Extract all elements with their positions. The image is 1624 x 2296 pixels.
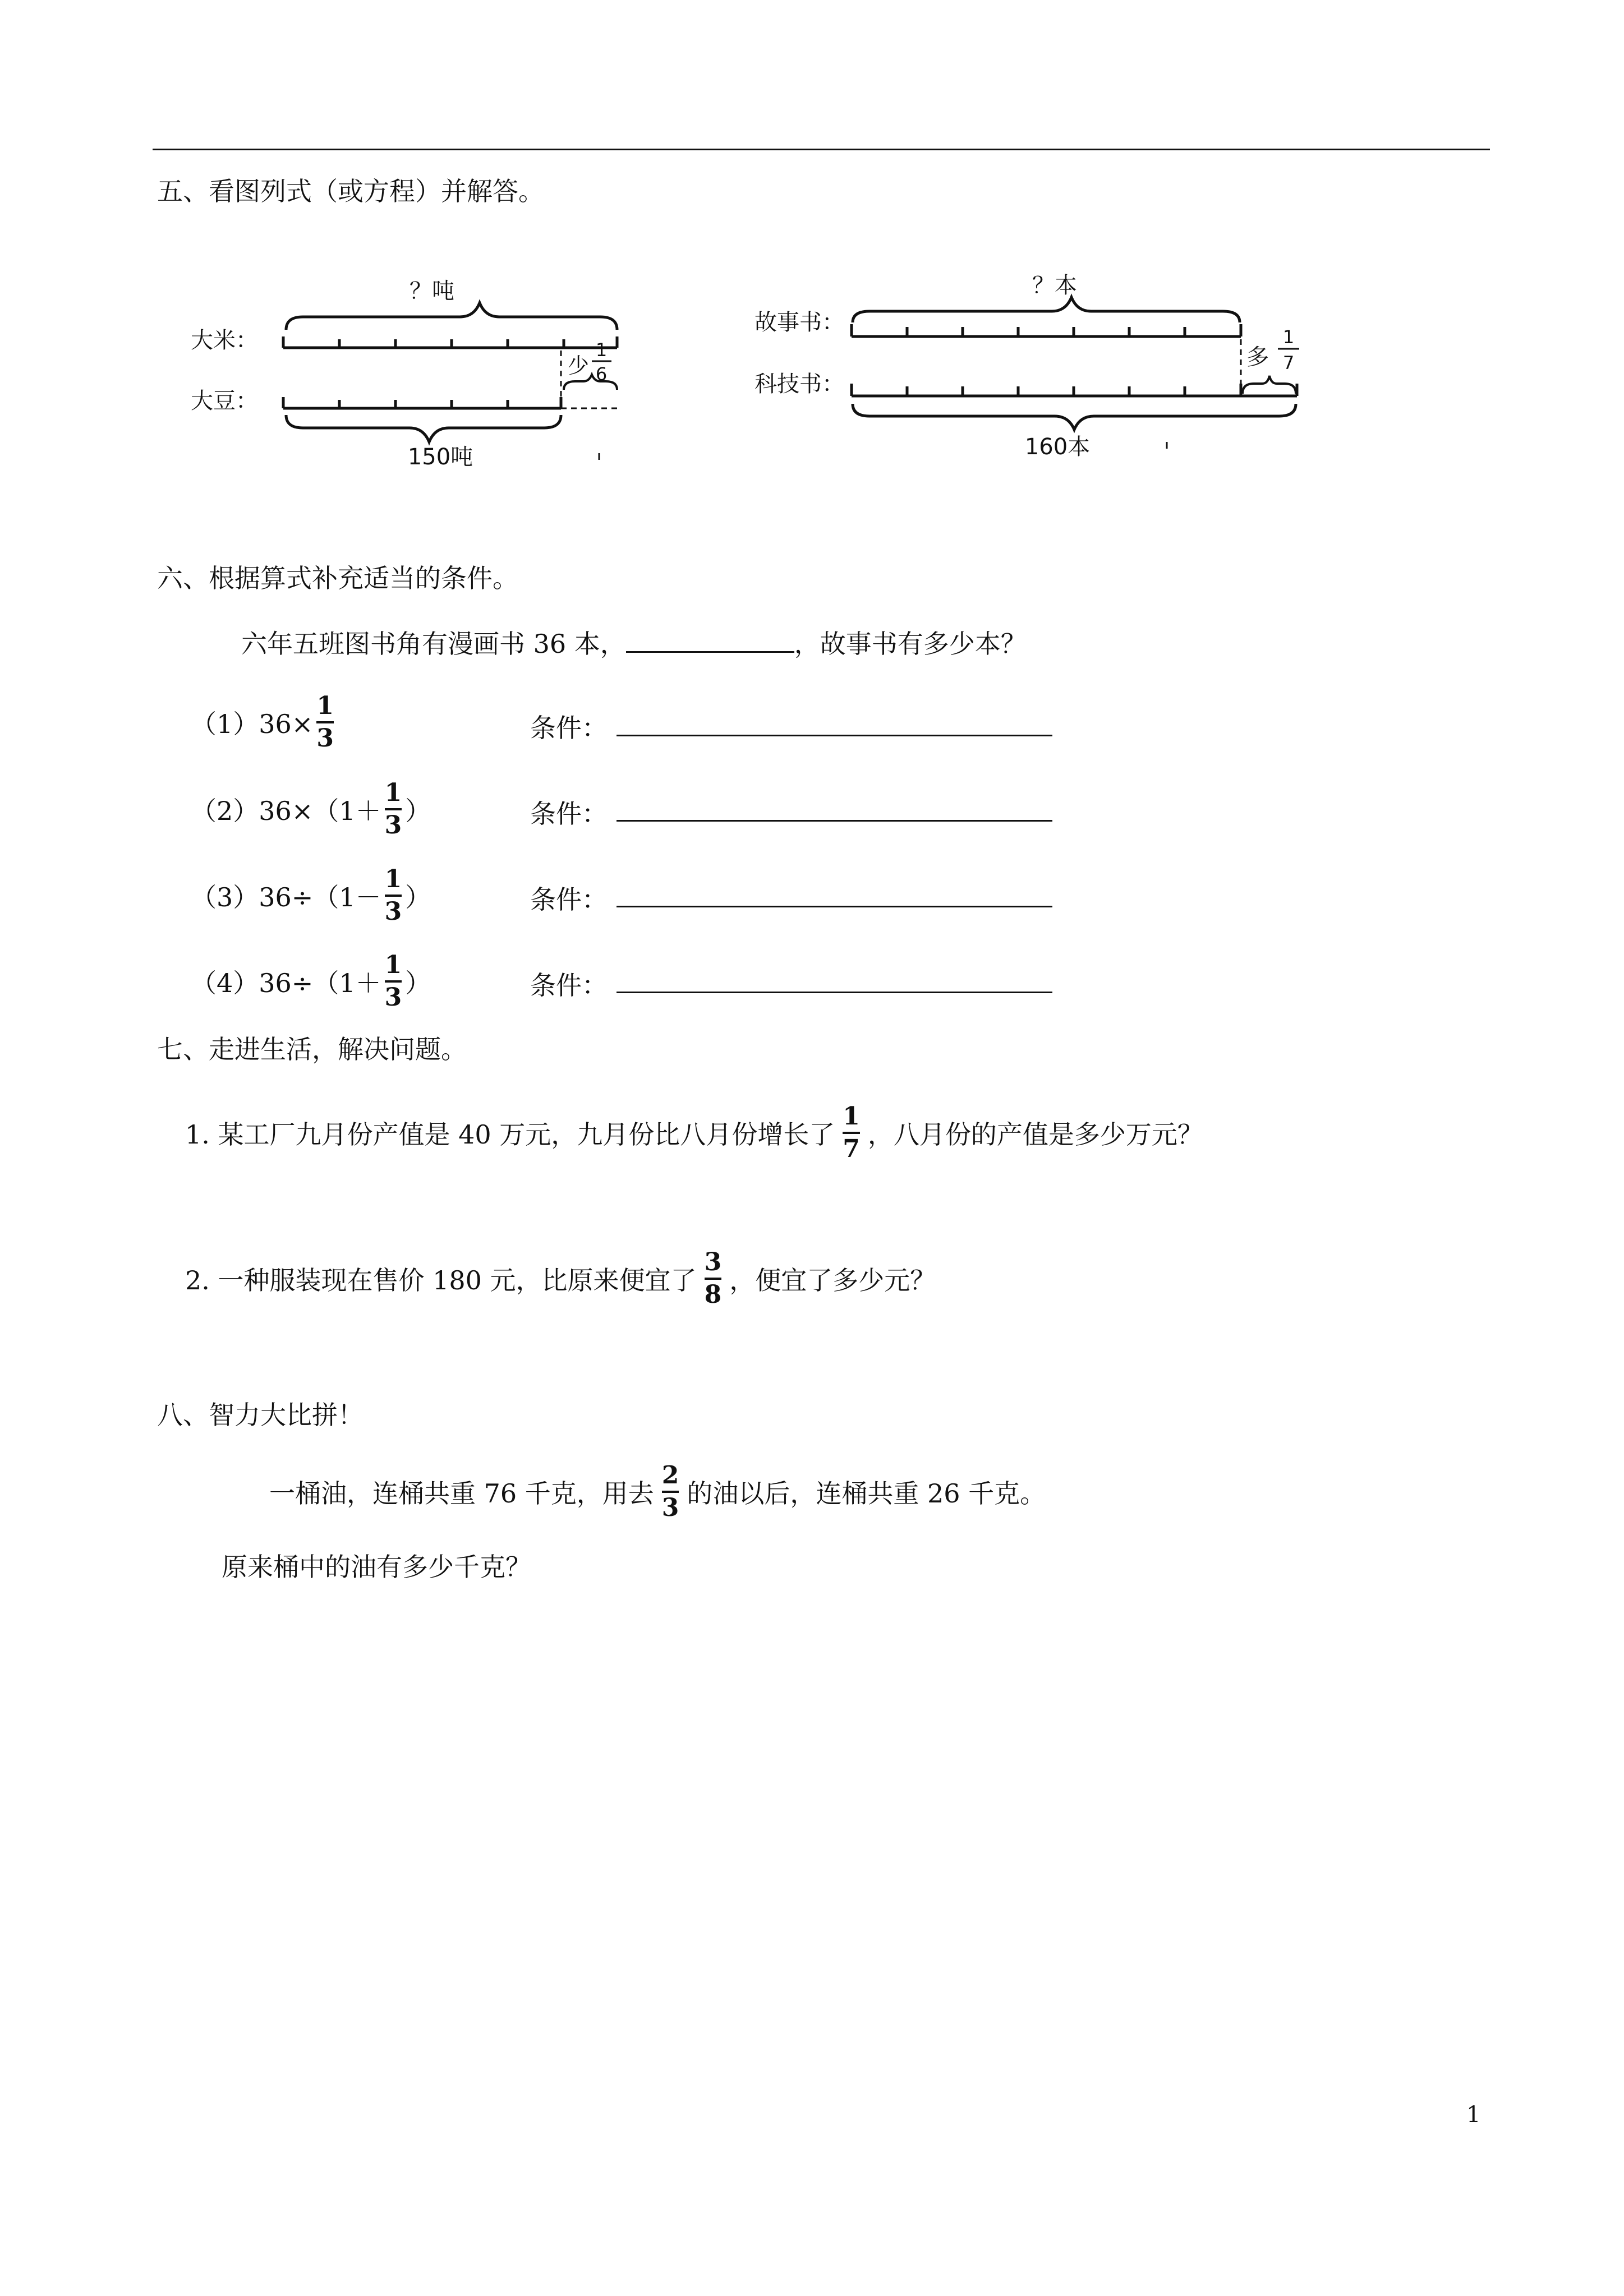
diagram1-frac-den: 6 (595, 363, 608, 385)
diagram2-bottom-label: 160本 (1024, 434, 1091, 460)
tech-ticks (852, 384, 1297, 396)
item-3-suffix: ） (405, 882, 431, 912)
item-3-fraction (385, 866, 402, 925)
item-3-cond-label: 条件： (530, 884, 608, 915)
story-ticks (852, 324, 1241, 336)
diagram2-more-label: 多 (1246, 344, 1269, 370)
header-rule (153, 149, 1490, 150)
q2-num: 3 (704, 1247, 722, 1276)
diagram1-top-brace (286, 303, 617, 330)
item-3-cond-line[interactable] (617, 906, 1052, 907)
diagram1-row1-label: 大米： (191, 328, 258, 353)
page-number: 1 (1466, 2102, 1481, 2128)
q2-after: ，便宜了多少元？ (729, 1265, 936, 1295)
item-1 (191, 689, 337, 756)
diagram2-small-brace (1243, 376, 1296, 394)
diagram-books (755, 273, 1299, 460)
section8-title: 八、智力大比拼！ (157, 1400, 364, 1430)
section8-line2: 原来桶中的油有多少千克？ (222, 1552, 531, 1582)
diagram2-frac-num: 1 (1282, 326, 1295, 348)
diagram1-row2-label: 大豆： (191, 388, 258, 414)
item-3-den: 3 (384, 897, 402, 926)
item-1-fraction (316, 693, 334, 751)
q2-before: 2. 一种服装现在售价 180 元，比原来便宜了 (185, 1265, 697, 1295)
s8-after: 的油以后，连桶共重 26 千克。 (687, 1478, 1046, 1509)
item-1-cond-label: 条件： (530, 713, 608, 743)
item-2-den: 3 (384, 811, 402, 840)
s8-num: 2 (661, 1460, 679, 1490)
diagram2-bottom-brace (853, 404, 1296, 430)
item-3-prefix: （3）36÷（1－ (191, 882, 381, 912)
q1-before: 1. 某工厂九月份产值是 40 万元，九月份比八月份增长了 (185, 1119, 835, 1150)
item-2-fraction (385, 780, 402, 838)
question-1 (185, 1099, 1203, 1167)
bean-ticks (283, 397, 561, 408)
diagram1-bottom-label: 150吨 (407, 444, 473, 470)
diagram2-row2-label: 科技书： (755, 371, 844, 397)
diagram1-bottom-brace (286, 415, 561, 442)
s8-den: 3 (661, 1493, 679, 1522)
diagram2-total-label: ？本 (1032, 273, 1077, 298)
section8-line1 (269, 1458, 1046, 1525)
item-4-den: 3 (384, 983, 402, 1012)
q1-after: ，八月份的产值是多少万元？ (867, 1119, 1203, 1150)
item-2-prefix: （2）36×（1＋ (191, 796, 381, 826)
item-4-fraction (385, 952, 402, 1011)
diagram1-less-label: 少 (568, 353, 590, 378)
diagrams (168, 264, 1346, 488)
q2-den: 8 (704, 1280, 722, 1309)
item-2-cond-label: 条件： (530, 799, 608, 829)
intro-blank[interactable] (626, 651, 794, 653)
s8-fraction (661, 1460, 679, 1522)
item-2-suffix: ） (405, 796, 431, 826)
item-2-num: 1 (384, 778, 402, 807)
diagram-rice-beans (191, 278, 617, 470)
diagram1-total-label: ？吨 (410, 278, 454, 304)
item-1-prefix: （1）36× (191, 709, 314, 739)
item-2-cond-line[interactable] (617, 820, 1052, 822)
item-4-prefix: （4）36÷（1＋ (191, 968, 381, 998)
item-3-num: 1 (384, 864, 402, 893)
q1-num: 1 (843, 1101, 860, 1131)
item-4 (191, 948, 431, 1015)
diagram1-frac-num: 1 (595, 339, 608, 361)
section6-title: 六、根据算式补充适当的条件。 (157, 563, 518, 593)
s8-before: 一桶油，连桶共重 76 千克，用去 (269, 1478, 654, 1509)
item-2 (191, 776, 431, 843)
diagram2-row1-label: 故事书： (755, 310, 844, 335)
section5-title: 五、看图列式（或方程）并解答。 (157, 176, 544, 206)
q1-den: 7 (843, 1135, 860, 1163)
section7-title: 七、走进生活，解决问题。 (157, 1034, 467, 1064)
diagram2-top-brace (853, 297, 1240, 322)
item-3 (191, 862, 431, 929)
item-4-cond-label: 条件： (530, 970, 608, 1001)
diagram2-frac-den: 7 (1282, 352, 1295, 374)
question-2 (185, 1245, 936, 1312)
item-4-suffix: ） (405, 968, 431, 998)
item-1-cond-line[interactable] (617, 735, 1052, 736)
item-4-num: 1 (384, 950, 402, 979)
q1-fraction (843, 1101, 860, 1163)
item-1-num: 1 (316, 691, 334, 720)
item-1-den: 3 (316, 724, 334, 753)
intro-after: ，故事书有多少本？ (794, 629, 1027, 659)
rice-ticks (283, 336, 617, 348)
section6-intro (241, 624, 1027, 661)
intro-before: 六年五班图书角有漫画书 36 本， (241, 629, 626, 659)
q2-fraction (704, 1247, 722, 1309)
item-4-cond-line[interactable] (617, 992, 1052, 993)
